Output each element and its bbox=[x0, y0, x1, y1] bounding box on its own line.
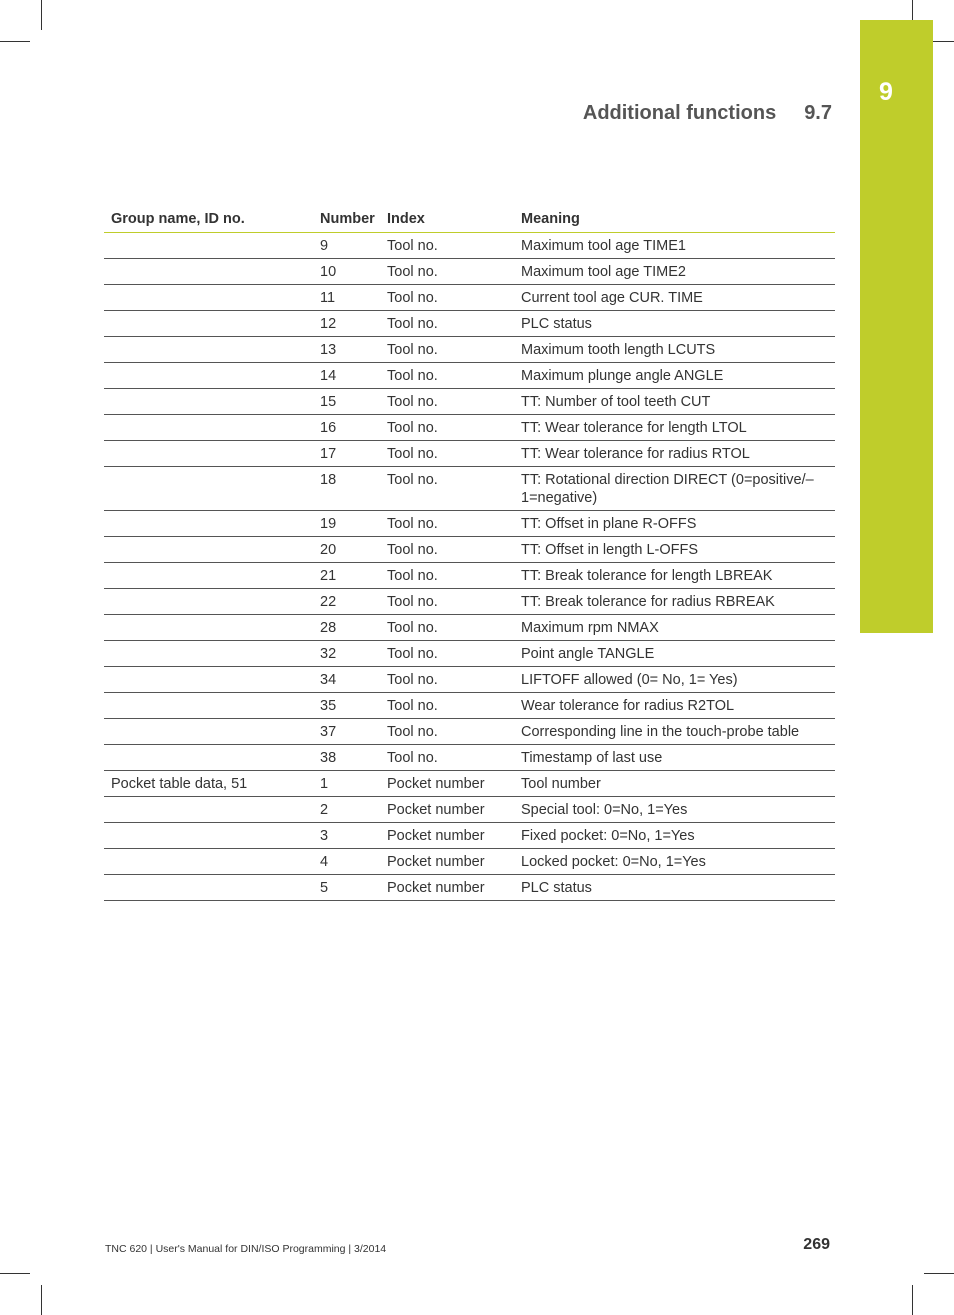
crop-mark bbox=[0, 41, 30, 42]
crop-mark bbox=[912, 0, 913, 20]
meaning-cell: Timestamp of last use bbox=[514, 745, 835, 771]
group-cell bbox=[104, 233, 313, 259]
index-cell: Tool no. bbox=[380, 311, 514, 337]
meaning-cell: Corresponding line in the touch-probe table bbox=[514, 719, 835, 745]
index-cell: Tool no. bbox=[380, 719, 514, 745]
meaning-cell: Wear tolerance for radius R2TOL bbox=[514, 693, 835, 719]
number-cell: 13 bbox=[313, 337, 380, 363]
group-cell bbox=[104, 667, 313, 693]
table-row bbox=[104, 615, 835, 641]
group-cell bbox=[104, 589, 313, 615]
table-row bbox=[104, 233, 835, 259]
group-cell: Pocket table data, 51 bbox=[104, 771, 313, 797]
table-row bbox=[104, 641, 835, 667]
number-cell: 4 bbox=[313, 849, 380, 875]
crop-mark bbox=[0, 1273, 30, 1274]
group-cell bbox=[104, 537, 313, 563]
number-cell: 28 bbox=[313, 615, 380, 641]
table-body bbox=[104, 233, 835, 901]
table-row bbox=[104, 849, 835, 875]
meaning-cell: PLC status bbox=[514, 875, 835, 901]
number-cell: 22 bbox=[313, 589, 380, 615]
table-row bbox=[104, 511, 835, 537]
column-header: Number bbox=[313, 206, 380, 233]
footer-text: TNC 620 | User's Manual for DIN/ISO Programming | 3/2014 bbox=[105, 1243, 387, 1255]
group-cell bbox=[104, 389, 313, 415]
number-cell: 18 bbox=[313, 467, 380, 511]
meaning-cell: Fixed pocket: 0=No, 1=Yes bbox=[514, 823, 835, 849]
chapter-number: 9 bbox=[879, 78, 893, 106]
meaning-cell: TT: Break tolerance for radius RBREAK bbox=[514, 589, 835, 615]
index-cell: Tool no. bbox=[380, 363, 514, 389]
group-cell bbox=[104, 641, 313, 667]
table-header-row bbox=[104, 206, 835, 233]
page-header bbox=[583, 102, 832, 125]
group-cell bbox=[104, 337, 313, 363]
crop-mark bbox=[41, 1285, 42, 1315]
group-cell bbox=[104, 693, 313, 719]
meaning-cell: TT: Number of tool teeth CUT bbox=[514, 389, 835, 415]
index-cell: Tool no. bbox=[380, 415, 514, 441]
crop-mark bbox=[41, 0, 42, 30]
number-cell: 2 bbox=[313, 797, 380, 823]
index-cell: Tool no. bbox=[380, 285, 514, 311]
crop-mark bbox=[912, 1285, 913, 1315]
number-cell: 3 bbox=[313, 823, 380, 849]
table-row bbox=[104, 311, 835, 337]
index-cell: Tool no. bbox=[380, 667, 514, 693]
table-row bbox=[104, 415, 835, 441]
number-cell: 20 bbox=[313, 537, 380, 563]
number-cell: 10 bbox=[313, 259, 380, 285]
meaning-cell: Maximum tooth length LCUTS bbox=[514, 337, 835, 363]
data-table bbox=[104, 206, 835, 901]
table-row bbox=[104, 771, 835, 797]
table-row bbox=[104, 389, 835, 415]
number-cell: 9 bbox=[313, 233, 380, 259]
table-row bbox=[104, 719, 835, 745]
meaning-cell: TT: Wear tolerance for length LTOL bbox=[514, 415, 835, 441]
crop-mark bbox=[924, 1273, 954, 1274]
index-cell: Tool no. bbox=[380, 233, 514, 259]
group-cell bbox=[104, 311, 313, 337]
table-row bbox=[104, 363, 835, 389]
number-cell: 11 bbox=[313, 285, 380, 311]
table-row bbox=[104, 875, 835, 901]
meaning-cell: Current tool age CUR. TIME bbox=[514, 285, 835, 311]
meaning-cell: Special tool: 0=No, 1=Yes bbox=[514, 797, 835, 823]
meaning-cell: TT: Offset in plane R-OFFS bbox=[514, 511, 835, 537]
meaning-cell: Tool number bbox=[514, 771, 835, 797]
group-cell bbox=[104, 719, 313, 745]
index-cell: Pocket number bbox=[380, 797, 514, 823]
page-number: 269 bbox=[803, 1236, 830, 1253]
table-row bbox=[104, 797, 835, 823]
meaning-cell: TT: Offset in length L-OFFS bbox=[514, 537, 835, 563]
table-row bbox=[104, 467, 835, 511]
number-cell: 15 bbox=[313, 389, 380, 415]
table-row bbox=[104, 537, 835, 563]
group-cell bbox=[104, 363, 313, 389]
index-cell: Tool no. bbox=[380, 615, 514, 641]
meaning-cell: TT: Wear tolerance for radius RTOL bbox=[514, 441, 835, 467]
meaning-cell: Maximum tool age TIME1 bbox=[514, 233, 835, 259]
table-row bbox=[104, 441, 835, 467]
index-cell: Pocket number bbox=[380, 771, 514, 797]
index-cell: Tool no. bbox=[380, 467, 514, 511]
meaning-cell: Maximum tool age TIME2 bbox=[514, 259, 835, 285]
number-cell: 35 bbox=[313, 693, 380, 719]
table-row bbox=[104, 667, 835, 693]
index-cell: Tool no. bbox=[380, 259, 514, 285]
group-cell bbox=[104, 563, 313, 589]
group-cell bbox=[104, 745, 313, 771]
meaning-cell: Maximum plunge angle ANGLE bbox=[514, 363, 835, 389]
table-row bbox=[104, 745, 835, 771]
group-cell bbox=[104, 259, 313, 285]
table-row bbox=[104, 693, 835, 719]
meaning-cell: Maximum rpm NMAX bbox=[514, 615, 835, 641]
group-cell bbox=[104, 797, 313, 823]
group-cell bbox=[104, 441, 313, 467]
number-cell: 16 bbox=[313, 415, 380, 441]
column-header: Index bbox=[380, 206, 514, 233]
meaning-cell: Point angle TANGLE bbox=[514, 641, 835, 667]
number-cell: 17 bbox=[313, 441, 380, 467]
number-cell: 12 bbox=[313, 311, 380, 337]
meaning-cell: PLC status bbox=[514, 311, 835, 337]
table-row bbox=[104, 259, 835, 285]
number-cell: 1 bbox=[313, 771, 380, 797]
number-cell: 14 bbox=[313, 363, 380, 389]
index-cell: Pocket number bbox=[380, 849, 514, 875]
index-cell: Tool no. bbox=[380, 693, 514, 719]
index-cell: Tool no. bbox=[380, 745, 514, 771]
meaning-cell: Locked pocket: 0=No, 1=Yes bbox=[514, 849, 835, 875]
group-cell bbox=[104, 823, 313, 849]
group-cell bbox=[104, 849, 313, 875]
index-cell: Pocket number bbox=[380, 823, 514, 849]
table-row bbox=[104, 337, 835, 363]
group-cell bbox=[104, 615, 313, 641]
table-row bbox=[104, 563, 835, 589]
index-cell: Pocket number bbox=[380, 875, 514, 901]
meaning-cell: LIFTOFF allowed (0= No, 1= Yes) bbox=[514, 667, 835, 693]
group-cell bbox=[104, 415, 313, 441]
index-cell: Tool no. bbox=[380, 589, 514, 615]
table-row bbox=[104, 823, 835, 849]
number-cell: 38 bbox=[313, 745, 380, 771]
index-cell: Tool no. bbox=[380, 537, 514, 563]
index-cell: Tool no. bbox=[380, 337, 514, 363]
chapter-tab bbox=[860, 20, 933, 633]
table-row bbox=[104, 285, 835, 311]
number-cell: 34 bbox=[313, 667, 380, 693]
index-cell: Tool no. bbox=[380, 641, 514, 667]
group-cell bbox=[104, 875, 313, 901]
column-header: Meaning bbox=[514, 206, 835, 233]
number-cell: 19 bbox=[313, 511, 380, 537]
group-cell bbox=[104, 467, 313, 511]
number-cell: 5 bbox=[313, 875, 380, 901]
meaning-cell: TT: Break tolerance for length LBREAK bbox=[514, 563, 835, 589]
index-cell: Tool no. bbox=[380, 441, 514, 467]
number-cell: 21 bbox=[313, 563, 380, 589]
number-cell: 32 bbox=[313, 641, 380, 667]
index-cell: Tool no. bbox=[380, 389, 514, 415]
meaning-cell: TT: Rotational direction DIRECT (0=positive/–1=negative) bbox=[514, 467, 835, 511]
group-cell bbox=[104, 285, 313, 311]
group-cell bbox=[104, 511, 313, 537]
table-row bbox=[104, 589, 835, 615]
index-cell: Tool no. bbox=[380, 511, 514, 537]
index-cell: Tool no. bbox=[380, 563, 514, 589]
header-title: Additional functions bbox=[582, 102, 777, 124]
number-cell: 37 bbox=[313, 719, 380, 745]
header-section: 9.7 bbox=[804, 102, 832, 124]
column-header: Group name, ID no. bbox=[104, 206, 313, 233]
